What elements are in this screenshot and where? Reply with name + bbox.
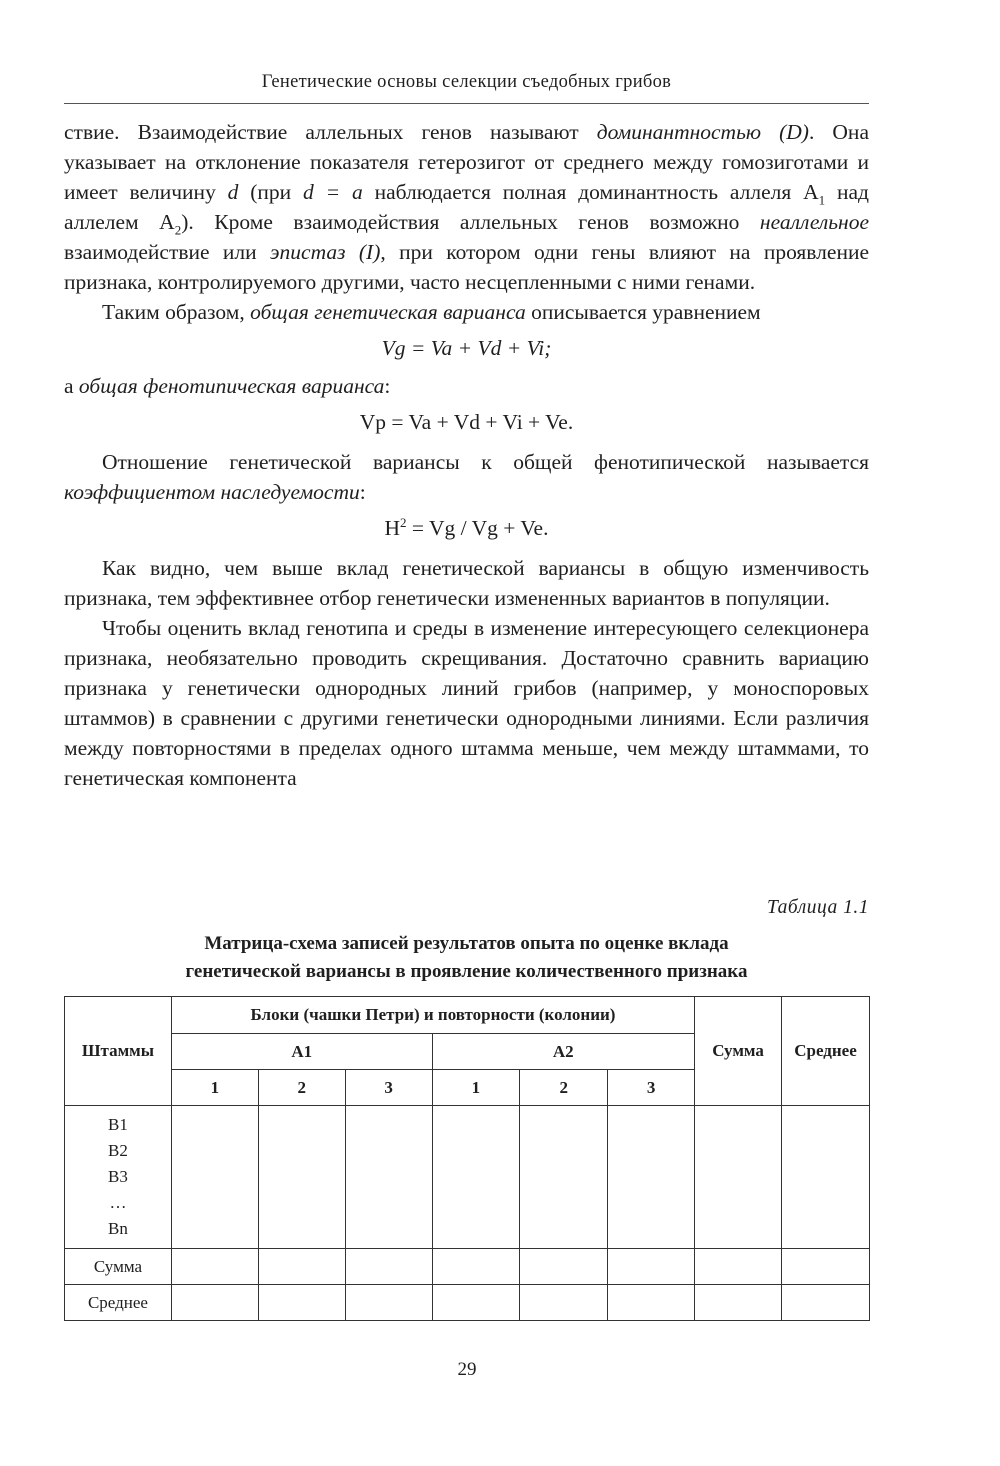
header-divider xyxy=(64,103,869,104)
empty-cell xyxy=(520,1249,608,1285)
empty-cell xyxy=(608,1285,695,1321)
empty-cell xyxy=(608,1249,695,1285)
term-dominance: доминантностью (D) xyxy=(596,120,809,144)
header-block-a2: А2 xyxy=(432,1034,695,1070)
body-text xyxy=(64,117,869,793)
empty-cell xyxy=(782,1285,870,1321)
empty-cell xyxy=(258,1285,345,1321)
strains-cell xyxy=(65,1106,172,1249)
text-run: взаимодействие или xyxy=(64,240,271,264)
empty-cell xyxy=(432,1285,520,1321)
condition-d-equals-a: d = a xyxy=(303,180,363,204)
header-block-a1: А1 xyxy=(171,1034,432,1070)
table-title xyxy=(64,930,869,986)
superscript: 2 xyxy=(400,514,407,530)
text-run: (при xyxy=(238,180,304,204)
paragraph-selection-efficiency: Как видно, чем выше вклад генетической вариансы в общую изменчивость признака, тем эффективнее отбор генетически измененных вариантов в популяции. xyxy=(64,556,869,610)
header-rep: 3 xyxy=(608,1070,695,1106)
row-sum-label: Сумма xyxy=(65,1249,172,1285)
text-run: . Она указывает на отклонение показателя гетерозигот от среднего между гомозиготами и имеет величину xyxy=(64,120,869,204)
page-number: 29 xyxy=(457,1359,477,1380)
text-run: наблюдается полная доминантность аллеля А xyxy=(362,180,819,204)
empty-cell xyxy=(171,1249,258,1285)
paragraph-phenotypic-variance xyxy=(64,371,869,401)
empty-cell xyxy=(345,1285,432,1321)
paragraph-genotype-contribution: Чтобы оценить вклад генотипа и среды в изменение интересующего селекционера признака, необязательно проводить скрещивания. Достаточно сравнить вариацию признака у генетически однородных линий грибов (например, у моноспоровых штаммов) в сравнении с другими генетически однородными линиями. Если различия между повторностями в пределах одного штамма меньше, чем между штаммами, то генетическая компонента xyxy=(64,616,869,790)
empty-cell xyxy=(695,1106,782,1249)
text-run: H xyxy=(384,516,401,540)
empty-cell xyxy=(520,1285,608,1321)
strain-label: … xyxy=(109,1193,127,1212)
strain-label: В1 xyxy=(108,1115,128,1134)
paragraph-dominance xyxy=(64,117,869,297)
term-phenotypic-variance: общая фенотипическая варианса xyxy=(78,374,385,398)
text-run: ). Кроме взаимодействия аллельных генов возможно xyxy=(181,210,760,234)
empty-cell xyxy=(345,1106,432,1249)
header-blocks: Блоки (чашки Петри) и повторности (колонии) xyxy=(171,997,694,1034)
header-rep: 3 xyxy=(345,1070,432,1106)
text-run: а xyxy=(64,374,79,398)
empty-cell xyxy=(695,1285,782,1321)
table-title-line: Матрица-схема записей результатов опыта по оценке вклада xyxy=(204,933,729,954)
paragraph-heritability xyxy=(64,447,869,507)
empty-cell xyxy=(171,1285,258,1321)
text-run: описывается уравнением xyxy=(525,300,761,324)
empty-cell xyxy=(782,1249,870,1285)
equation-heritability xyxy=(64,513,869,543)
header-rep: 2 xyxy=(520,1070,608,1106)
header-mean: Среднее xyxy=(782,997,870,1106)
row-mean-label: Среднее xyxy=(65,1285,172,1321)
header-rep: 1 xyxy=(171,1070,258,1106)
term-epistasis: эпистаз (I) xyxy=(270,240,381,264)
text-run: ствие. Взаимодействие аллельных генов называют xyxy=(64,120,597,144)
empty-cell xyxy=(695,1249,782,1285)
header-rep: 2 xyxy=(258,1070,345,1106)
table-label: Таблица 1.1 xyxy=(767,897,869,918)
empty-cell xyxy=(608,1106,695,1249)
strain-label: Bn xyxy=(108,1219,128,1238)
equation-genetic-variance: Vg = Va + Vd + Vi; xyxy=(381,336,552,360)
text-run: = Vg / Vg + Ve. xyxy=(406,516,549,540)
text-run: : xyxy=(359,480,366,504)
empty-cell xyxy=(432,1106,520,1249)
empty-cell xyxy=(520,1106,608,1249)
text-run: над аллелем А xyxy=(64,180,869,234)
term-genetic-variance: общая генетическая варианса xyxy=(250,300,526,324)
text-run: , при котором одни гены влияют на проявление признака, контролируемого другими, часто несцепленными с ними генами. xyxy=(64,240,869,294)
subscript: 2 xyxy=(174,222,182,238)
table-title-line: генетической вариансы в проявление количественного признака xyxy=(185,961,748,982)
empty-cell xyxy=(345,1249,432,1285)
empty-cell xyxy=(432,1249,520,1285)
strain-label: В2 xyxy=(108,1141,128,1160)
empty-cell xyxy=(258,1106,345,1249)
term-nonallelic: неаллельное xyxy=(759,210,870,234)
paragraph-genetic-variance xyxy=(64,297,869,327)
empty-cell xyxy=(258,1249,345,1285)
empty-cell xyxy=(782,1106,870,1249)
term-heritability: коэффициентом наследуемости xyxy=(64,480,360,504)
header-strains: Штаммы xyxy=(65,997,172,1106)
strain-label: В3 xyxy=(108,1167,128,1186)
results-matrix-table xyxy=(64,996,870,1321)
symbol-d: d xyxy=(227,180,239,204)
empty-cell xyxy=(171,1106,258,1249)
header-rep: 1 xyxy=(432,1070,520,1106)
header-sum: Сумма xyxy=(695,997,782,1106)
equation-phenotypic-variance: Vp = Va + Vd + Vi + Ve. xyxy=(359,410,574,434)
running-header: Генетические основы селекции съедобных грибов xyxy=(261,72,672,92)
text-run: Таким образом, xyxy=(102,300,251,324)
text-run: : xyxy=(384,374,391,398)
subscript: 1 xyxy=(818,192,826,208)
text-run: Отношение генетической вариансы к общей фенотипической называется xyxy=(102,450,869,474)
